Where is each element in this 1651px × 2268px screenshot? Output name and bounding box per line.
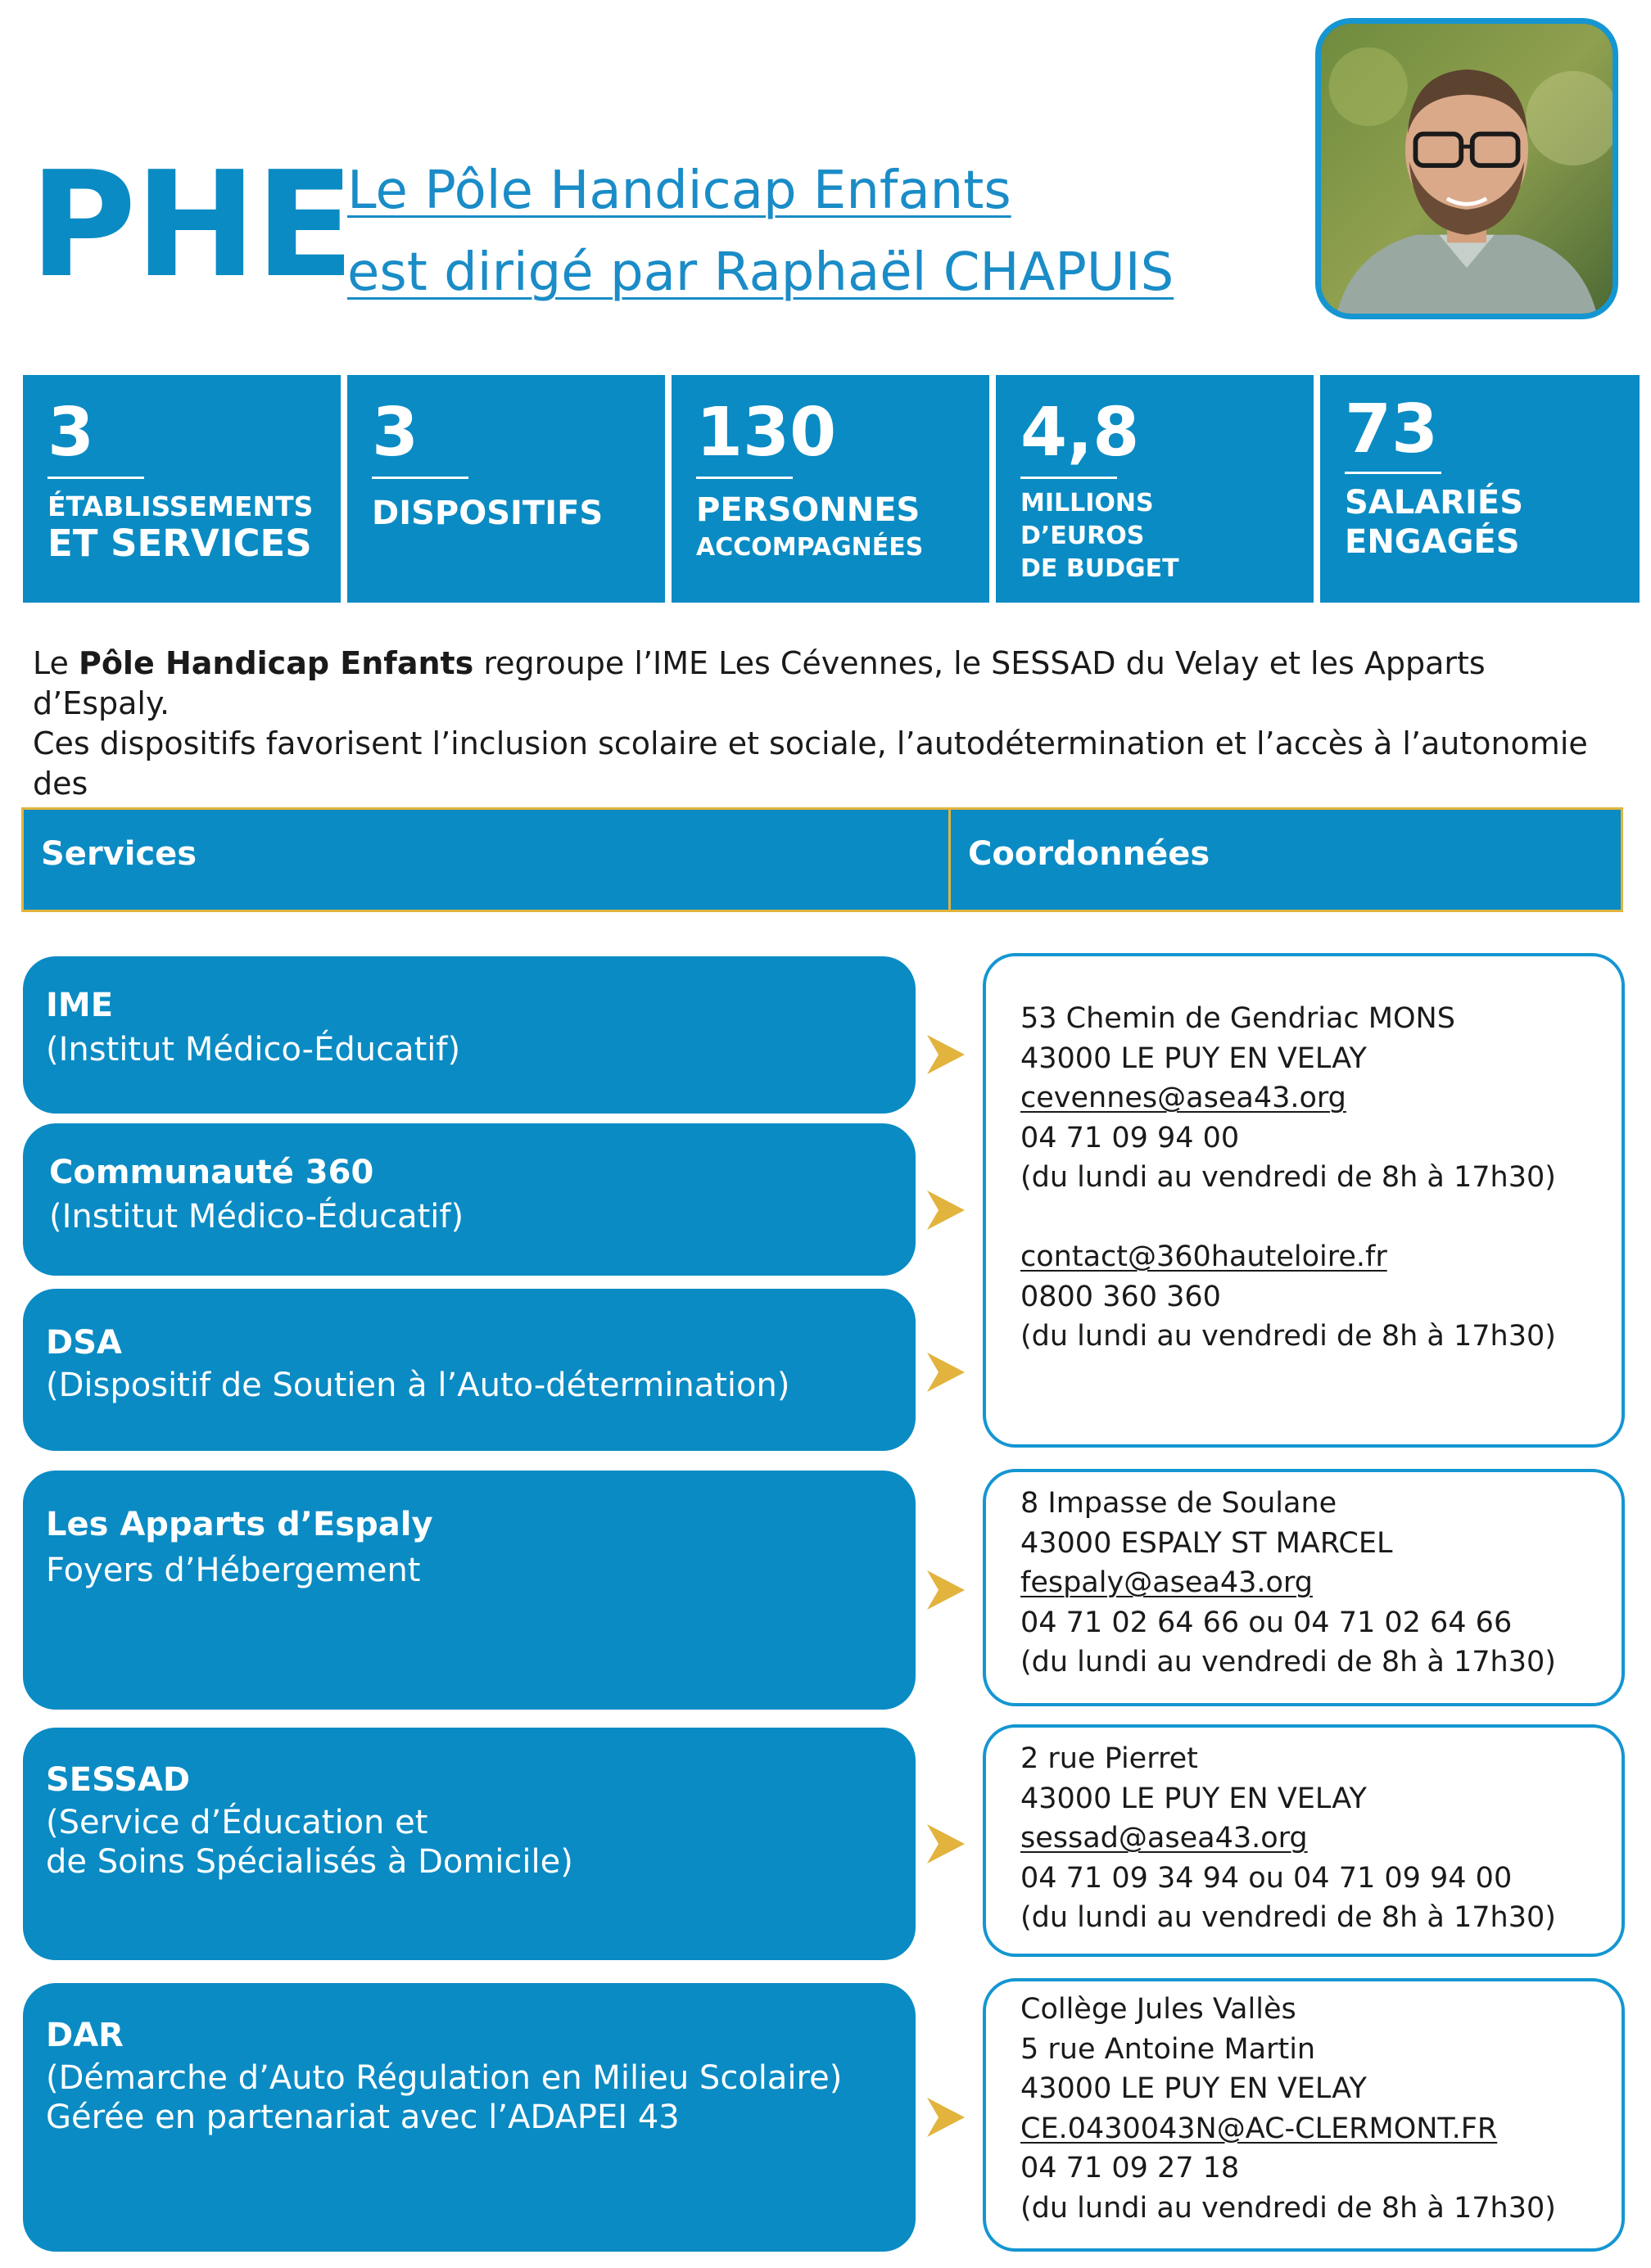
stat-devices	[347, 375, 665, 603]
stat-divider	[372, 477, 468, 479]
contact-box-dar	[983, 1978, 1625, 2252]
phone-number: 04 71 09 34 94 ou 04 71 09 94 00	[1020, 1861, 1513, 1895]
service-name: IME	[46, 987, 114, 1024]
stat-divider	[1345, 472, 1441, 474]
director-photo	[1315, 18, 1618, 319]
address-city: 43000 LE PUY EN VELAY	[1020, 1041, 1367, 1075]
address-line: 8 Impasse de Soulane	[1020, 1487, 1337, 1520]
address-line: 53 Chemin de Gendriac MONS	[1020, 1002, 1455, 1035]
intro-line	[33, 644, 1622, 724]
service-subtitle: (Démarche d’Auto Régulation en Milieu Scolaire) Gérée en partenariat avec l’ADAPEI 43	[46, 2059, 843, 2136]
stat-divider	[47, 477, 144, 479]
contact-box-apparts-espaly	[983, 1469, 1625, 1706]
stat-people	[672, 375, 989, 603]
stat-label: PERSONNES	[696, 491, 920, 529]
stat-establishments	[23, 375, 341, 603]
stat-label: ET SERVICES	[47, 522, 312, 565]
intro-line: Ces dispositifs favorisent l’inclusion scolaire et sociale, l’autodétermination et l’accès à l’autonomie des	[33, 725, 1588, 802]
email-link[interactable]: fespaly@asea43.org	[1020, 1566, 1313, 1599]
service-name: Les Apparts d’Espaly	[46, 1506, 433, 1543]
service-subtitle: (Institut Médico-Éducatif)	[49, 1198, 464, 1236]
service-subtitle: (Service d’Éducation et de Soins Spécialisés à Domicile)	[46, 1804, 573, 1881]
arrow-right-icon	[927, 1824, 965, 1864]
service-name: DSA	[46, 1324, 122, 1362]
email-link[interactable]: cevennes@asea43.org	[1020, 1082, 1346, 1114]
table-header-divider	[948, 807, 951, 912]
contact-box-sessad	[983, 1724, 1625, 1957]
service-name: DAR	[46, 2017, 124, 2054]
stat-label: D’EUROS	[1020, 522, 1145, 550]
intro-text: regroupe l’IME Les Cévennes, le SESSAD du Velay et les Apparts d’Espaly.	[33, 645, 1486, 721]
stat-label: ACCOMPAGNÉES	[696, 533, 924, 562]
opening-hours: (du lundi au vendredi de 8h à 17h30)	[1020, 1646, 1556, 1678]
service-card-communaute-360[interactable]	[23, 1123, 916, 1276]
address-city: 43000 LE PUY EN VELAY	[1020, 1782, 1367, 1815]
stat-number: 4,8	[1020, 394, 1140, 472]
address-city: 43000 ESPALY ST MARCEL	[1020, 1526, 1393, 1560]
phone-number: 04 71 02 64 66 ou 04 71 02 64 66	[1020, 1606, 1513, 1639]
service-name: Communauté 360	[49, 1154, 374, 1191]
stat-budget	[996, 375, 1314, 603]
contact-box-ime	[983, 953, 1625, 1448]
arrow-right-icon	[927, 2098, 965, 2137]
column-header-contacts: Coordonnées	[968, 835, 1210, 873]
service-subtitle: (Institut Médico-Éducatif)	[46, 1031, 461, 1068]
arrow-right-icon	[927, 1035, 965, 1074]
service-card-dar[interactable]	[23, 1983, 916, 2252]
stat-label: MILLIONS	[1020, 489, 1154, 517]
column-header-services: Services	[41, 835, 197, 873]
address-city: 43000 LE PUY EN VELAY	[1020, 2072, 1367, 2105]
service-card-apparts-espaly[interactable]	[23, 1471, 916, 1710]
email-link[interactable]: contact@360hauteloire.fr	[1020, 1240, 1387, 1273]
opening-hours: (du lundi au vendredi de 8h à 17h30)	[1020, 2191, 1556, 2225]
arrow-right-icon	[927, 1190, 965, 1230]
intro-text: Le	[33, 645, 79, 681]
stat-divider	[696, 477, 793, 479]
arrow-right-icon	[927, 1353, 965, 1392]
stat-number: 130	[696, 394, 837, 472]
phone-number: 04 71 09 94 00	[1020, 1121, 1240, 1154]
address-line: 5 rue Antoine Martin	[1020, 2032, 1316, 2066]
stat-employees	[1320, 375, 1640, 603]
stat-divider	[1020, 477, 1117, 479]
service-card-dsa[interactable]	[23, 1289, 916, 1451]
heading-line-2[interactable]: est dirigé par Raphaël CHAPUIS	[347, 242, 1174, 303]
page-acronym: PHE	[29, 140, 354, 309]
intro-bold: Pôle Handicap Enfants	[78, 645, 474, 681]
service-name: SESSAD	[46, 1761, 191, 1799]
service-card-ime[interactable]	[23, 956, 916, 1114]
stat-label: DISPOSITIFS	[372, 495, 604, 532]
table-header	[21, 807, 1623, 912]
address-line: 2 rue Pierret	[1020, 1742, 1198, 1775]
phone-number: 04 71 09 27 18	[1020, 2152, 1240, 2184]
arrow-right-icon	[927, 1570, 965, 1610]
spacer	[1020, 1198, 1622, 1238]
opening-hours: (du lundi au vendredi de 8h à 17h30)	[1020, 1901, 1556, 1934]
school-name: Collège Jules Vallès	[1020, 1993, 1296, 2026]
phone-number: 0800 360 360	[1020, 1280, 1221, 1313]
stat-label: DE BUDGET	[1020, 554, 1179, 583]
stat-number: 3	[372, 394, 419, 472]
heading-line-1[interactable]: Le Pôle Handicap Enfants	[347, 160, 1011, 221]
portrait-illustration	[1321, 24, 1613, 314]
stat-label: ENGAGÉS	[1345, 523, 1520, 561]
service-subtitle: (Dispositif de Soutien à l’Auto-détermination)	[46, 1367, 790, 1404]
email-link[interactable]: sessad@asea43.org	[1020, 1822, 1308, 1855]
email-link[interactable]: CE.0430043N@AC-CLERMONT.FR	[1020, 2112, 1498, 2145]
service-card-sessad[interactable]	[23, 1728, 916, 1960]
service-subtitle: Foyers d’Hébergement	[46, 1552, 421, 1589]
stat-number: 3	[47, 394, 95, 472]
opening-hours: (du lundi au vendredi de 8h à 17h30)	[1020, 1161, 1556, 1194]
stat-label: ÉTABLISSEMENTS	[47, 490, 314, 522]
stat-label: SALARIÉS	[1345, 484, 1524, 522]
opening-hours: (du lundi au vendredi de 8h à 17h30)	[1020, 1320, 1556, 1353]
stat-number: 73	[1345, 391, 1439, 468]
